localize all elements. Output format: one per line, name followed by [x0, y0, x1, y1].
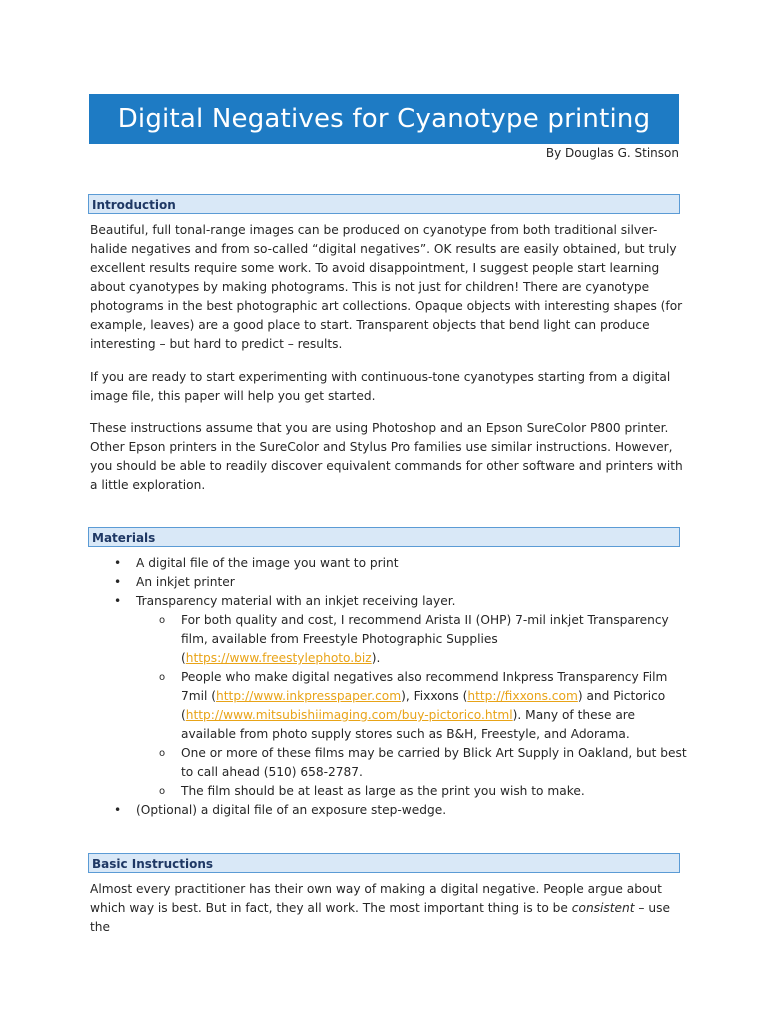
list-item: • A digital file of the image you want to print [90, 554, 690, 573]
document-title: Digital Negatives for Cyanotype printing [89, 94, 679, 144]
sub-list-item: o The film should be at least as large as the print you wish to make. [90, 782, 690, 801]
sub-bullet-icon: o [159, 672, 166, 683]
section-heading-materials: Materials [88, 527, 680, 547]
fixxons-link[interactable]: http://fixxons.com [467, 689, 578, 703]
materials-list [90, 554, 690, 820]
bullet-icon: • [114, 803, 122, 817]
section-heading-introduction: Introduction [88, 194, 680, 214]
pictorico-link[interactable]: http://www.mitsubishiimaging.com/buy-pictorico.html [185, 708, 513, 722]
bullet-icon: • [114, 594, 122, 608]
list-item: • Transparency material with an inkjet receiving layer. [90, 592, 690, 611]
sub-list-item: o People who make digital negatives also recommend Inkpress Transparency Film 7mil (http://www.inkpresspaper.com), Fixxons (http://fixxons.com) and Pictorico (http://www.mitsubishiimaging.com/buy-pictorico.html). Many of these are available from photo supply stores such as B&H, Freestyle, and Adorama. [159, 670, 668, 741]
freestyle-link[interactable]: https://www.freestylephoto.biz [185, 651, 372, 665]
bullet-icon: • [114, 556, 122, 570]
sub-bullet-icon: o [159, 786, 166, 797]
author-line: By Douglas G. Stinson [545, 146, 679, 160]
inkpress-link[interactable]: http://www.inkpresspaper.com [216, 689, 402, 703]
intro-paragraph-3: These instructions assume that you are using Photoshop and an Epson SureColor P800 printer. Other Epson printers in the SureColor and Stylus Pro families use similar instructions. However, you should be able to readily discover equivalent commands for other software and printers with a little exploration. [90, 421, 683, 492]
sub-list-item: o One or more of these films may be carried by Blick Art Supply in Oakland, but best to call ahead (510) 658-2787. [159, 746, 687, 779]
sub-bullet-icon: o [159, 615, 166, 626]
list-item: • (Optional) a digital file of an exposure step-wedge. [90, 801, 690, 820]
intro-paragraph-1: Beautiful, full tonal-range images can be produced on cyanotype from both traditional silver-halide negatives and from so-called “digital negatives”. OK results are easily obtained, but truly excellent results require some work. To avoid disappointment, I suggest people start learning about cyanotypes by making photograms. This is not just for children! There are cyanotype photograms in the best photographic art collections. Opaque objects with interesting shapes (for example, leaves) are a good place to start. Transparent objects that bend light can produce interesting – but hard to predict – results. [90, 223, 683, 351]
list-item: • An inkjet printer [90, 573, 690, 592]
section-heading-basic-instructions: Basic Instructions [88, 853, 680, 873]
bullet-icon: • [114, 575, 122, 589]
basic-paragraph-1: Almost every practitioner has their own way of making a digital negative. People argue about which way is best. But in fact, they all work. The most important thing is to be consistent – use the [90, 882, 670, 934]
sub-list-item: o For both quality and cost, I recommend Arista II (OHP) 7-mil inkjet Transparency film, available from Freestyle Photographic Supplies (https://www.freestylephoto.biz). [159, 613, 669, 665]
intro-paragraph-2: If you are ready to start experimenting with continuous-tone cyanotypes starting from a digital image file, this paper will help you get started. [90, 370, 671, 403]
sub-bullet-icon: o [159, 748, 166, 759]
